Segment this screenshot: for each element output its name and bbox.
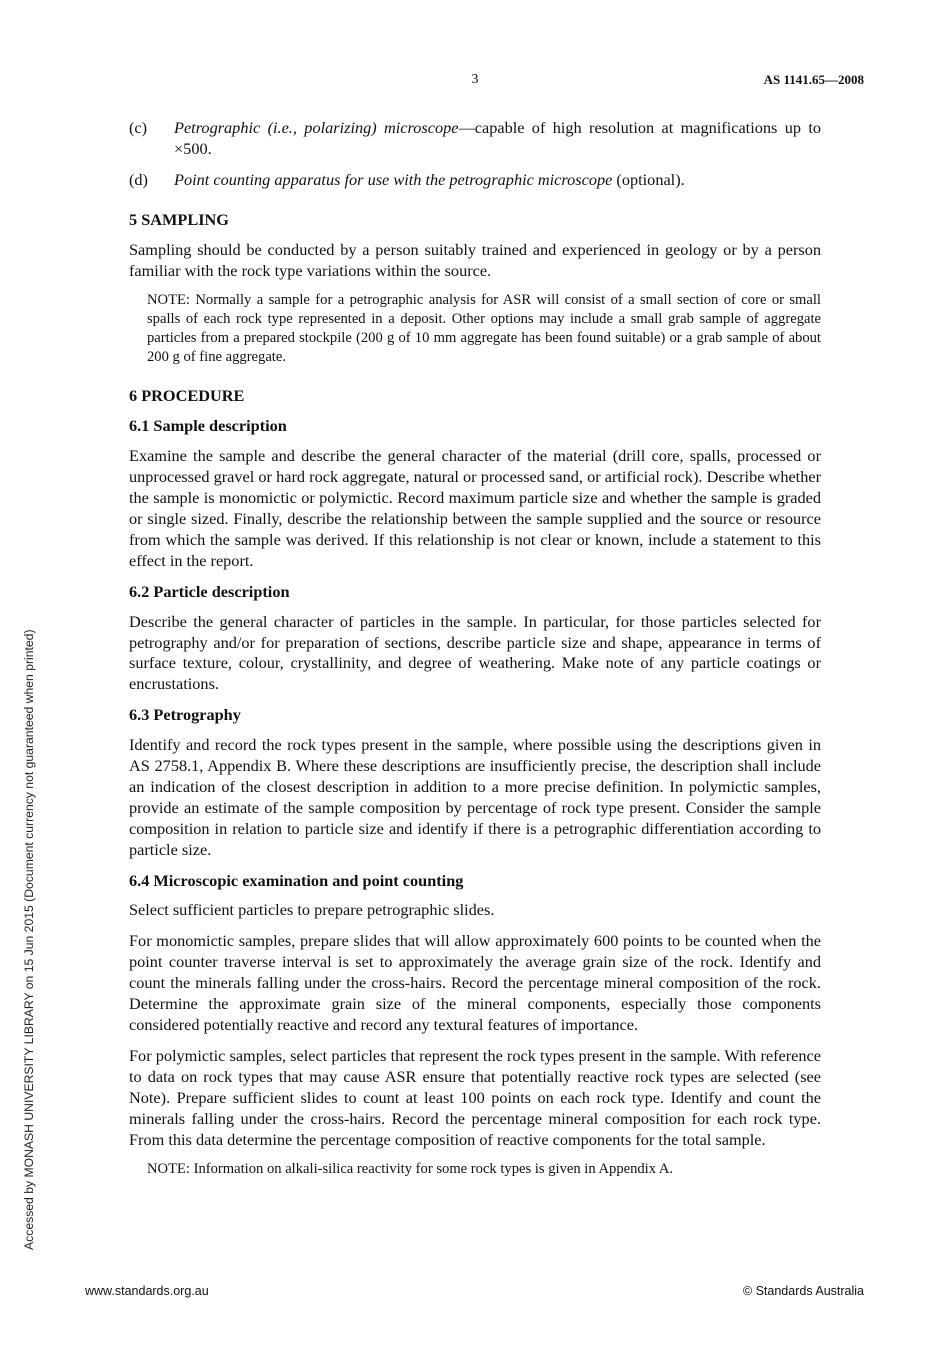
footer-copyright: © Standards Australia <box>742 1284 864 1298</box>
document-id: AS 1141.65—2008 <box>763 72 864 87</box>
section-heading-procedure: 6 PROCEDURE <box>129 386 245 406</box>
microscopic-paragraph-3: For polymictic samples, select particles that represent the rock types present in the sample. With reference to data on rock types that may cause ASR ensure that potentially reactive rock types are selected (see Note). Prepare sufficient slides to count at least 100 points on each rock type. Identify and count the minerals falling under the cross-hairs. Record the percentage mineral composition for each rock type. From this data determine the percentage composition of reactive components for the total sample. <box>129 1045 821 1149</box>
sampling-paragraph: Sampling should be conducted by a person suitably trained and experienced in geology or by a person familiar with the rock type variations within the source. <box>129 239 821 280</box>
subsection-heading-6-3: 6.3 Petrography <box>129 705 241 725</box>
petrography-paragraph: Identify and record the rock types present in the sample, where possible using the descriptions given in AS 2758.1, Appendix B. Where these descriptions are insufficiently precise, the description shall include an indication of the closest description in addition to a more precise definition. In polymictic samples, provide an estimate of the sample composition by percentage of rock type present. Consider the sample composition in relation to particle size and identify if there is a petrographic differentiation according to particle size. <box>129 735 821 859</box>
microscopic-paragraph-2: For monomictic samples, prepare slides that will allow approximately 600 points to be counted when the point counter traverse interval is set to approximately the average grain size of the rock. Identify and count the minerals falling under the cross-hairs. Record the percentage mineral composition of the rock. Determine the approximate grain size of the mineral components, especially those components considered potentially reactive and record any textural features of importance. <box>129 931 821 1034</box>
item-description: (optional). <box>612 169 685 189</box>
microscopic-paragraph-1: Select sufficient particles to prepare petrographic slides. <box>129 900 495 920</box>
page-body <box>129 118 821 1189</box>
subsection-heading-6-4: 6.4 Microscopic examination and point counting <box>129 870 464 890</box>
microscopic-note: NOTE: Information on alkali-silica reactivity for some rock types is given in Appendix A. <box>147 1161 674 1178</box>
section-heading-sampling: 5 SAMPLING <box>129 209 229 229</box>
item-description: —capable of high resolution at magnifications up to ×500. <box>174 118 821 158</box>
sample-description-paragraph: Examine the sample and describe the general character of the material (drill core, spalls, processed or unprocessed gravel or hard rock aggregate, natural or processed sand, or artificial rock). Describe whether the sample is monomictic or polymictic. Record maximum particle size and whether the sample is graded or single sized. Finally, describe the relationship between the sample supplied and the source or resource from which the sample was derived. If this relationship is not clear or known, include a statement to this effect in the report. <box>129 446 821 570</box>
page-number: 3 <box>471 72 479 87</box>
item-title: Petrographic (i.e., polarizing) microscope <box>174 118 459 137</box>
item-title: Point counting apparatus for use with the petrographic microscope <box>174 169 613 189</box>
sampling-note: NOTE: Normally a sample for a petrographic analysis for ASR will consist of a small section of core or small spalls of each rock type represented in a deposit. Other options may include a small grab sample of aggregate particles from a prepared stockpile (200 g of 10 mm aggregate has been found suitable) or a grab sample of about 200 g of fine aggregate. <box>147 292 821 366</box>
footer-website-link[interactable]: www.standards.org.au <box>85 1284 209 1298</box>
item-text <box>174 118 821 160</box>
item-label: (d) <box>129 169 148 189</box>
particle-description-paragraph: Describe the general character of particles in the sample. In particular, for those particles selected for petrography and/or for preparation of sections, describe particle size and shape, appearance in terms of surface texture, colour, crystallinity, and degree of weathering. Make note of any particle coatings or encrustations. <box>129 611 821 694</box>
item-label: (c) <box>129 118 148 137</box>
equipment-item-c <box>129 118 821 160</box>
subsection-heading-6-1: 6.1 Sample description <box>129 416 287 436</box>
item-text <box>174 170 821 191</box>
equipment-item-d <box>129 170 821 191</box>
access-watermark: Accessed by MONASH UNIVERSITY LIBRARY on 15 Jun 2015 (Document currency not guaranteed when printed) <box>22 629 36 1250</box>
subsection-heading-6-2: 6.2 Particle description <box>129 581 290 601</box>
